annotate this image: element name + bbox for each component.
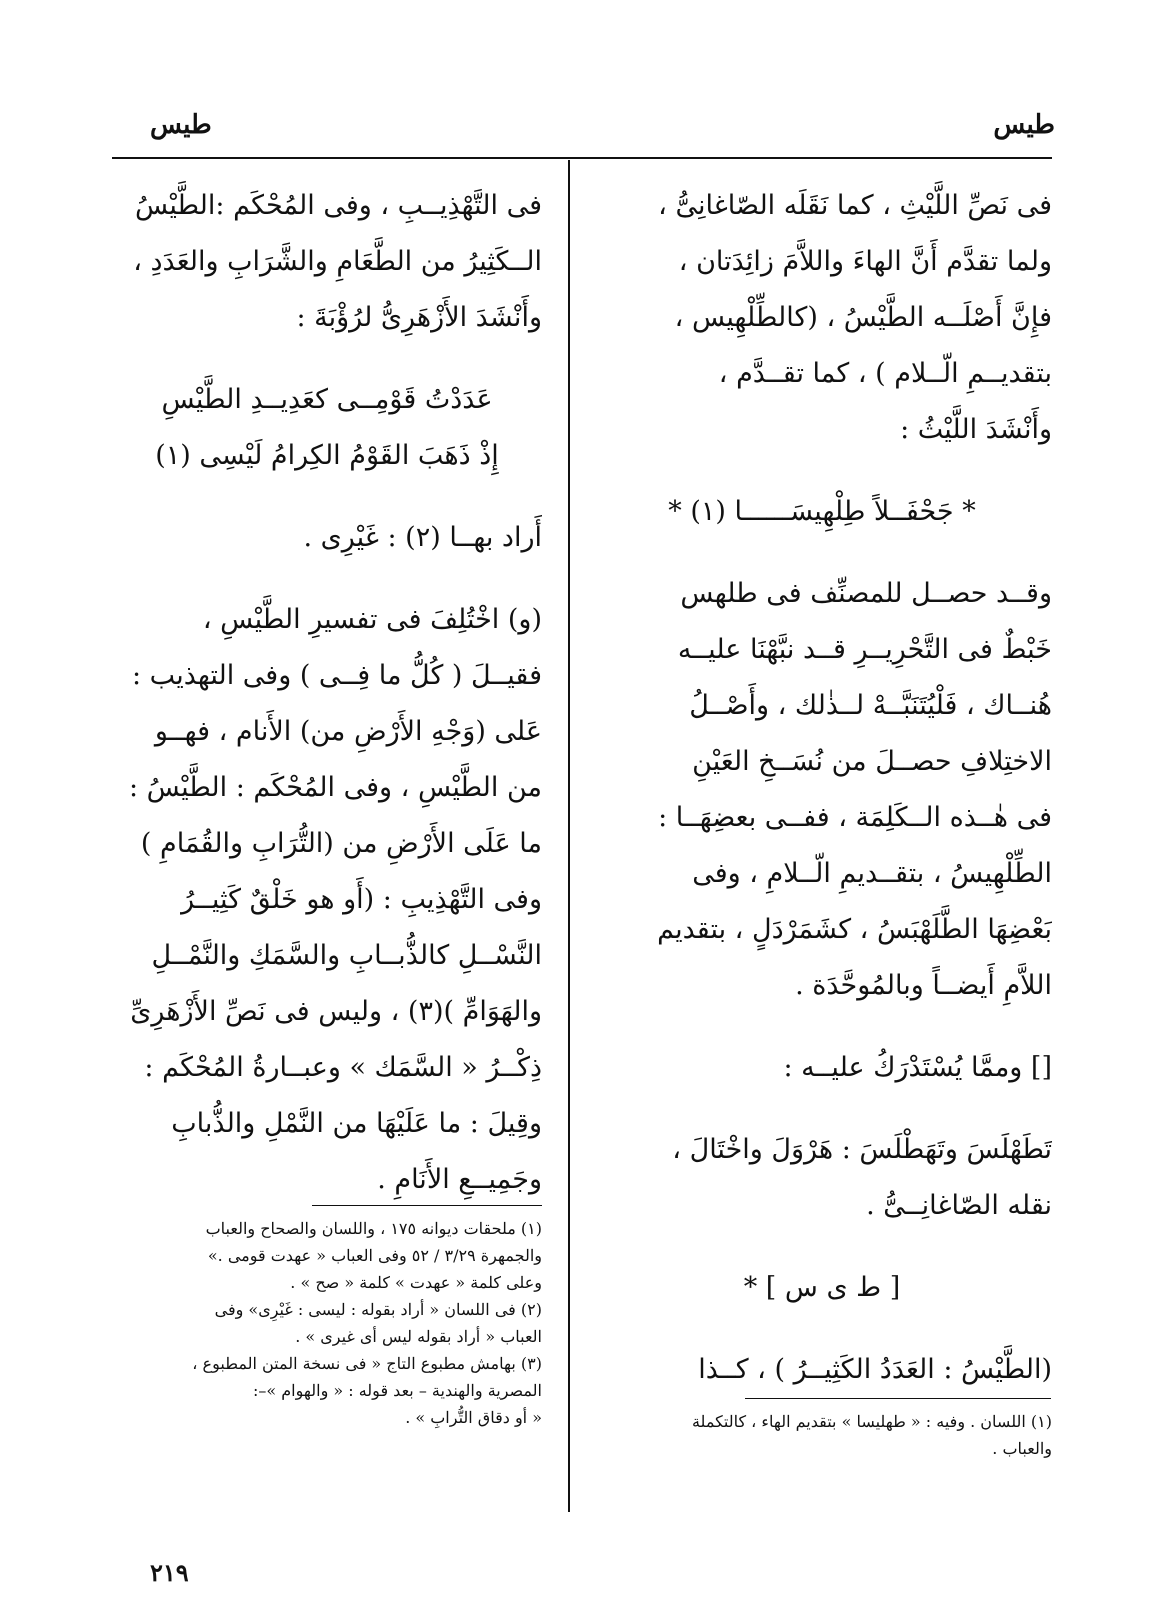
left-column [112, 178, 542, 1208]
text-line: الــكَثِيرُ من الطَّعَامِ والشَّرَابِ والعَدَدِ ، [133, 246, 542, 277]
footnote-line: العباب « أراد بقوله ليس أى غيرى » . [295, 1327, 542, 1346]
footnote-rule-left [312, 1205, 542, 1206]
text-line: فقيــلَ ( كُلُّ ما فِــى ) وفى التهذيب : [132, 660, 542, 691]
text-line: الطِّلْهِيسُ ، بتقــديمِ الّــلامِ ، وفى [692, 858, 1052, 889]
text-line: وقــد حصــل للمصنِّف فى طلهس [680, 578, 1052, 609]
footnote-line: (١) اللسان . وفيه : « طهليسا » بتقديم الهاء ، كالتكملة [691, 1412, 1052, 1431]
verse-line: عَدَدْتُ قَوْمِــى كعَدِيــدِ الطَّيْسِ [161, 384, 493, 415]
text-line: ذِكْــرُ « السَّمَك » وعبــارةُ المُحْكَم : [144, 1052, 542, 1083]
footnote-line: وعلى كلمة « عهدت » كلمة « صح » . [290, 1273, 542, 1292]
footnote-line: (٣) بهامش مطبوع التاج « فى نسخة المتن المطبوع ، [192, 1354, 542, 1373]
page-number: ٢١٩ [150, 1558, 189, 1587]
verse-line: إِذْ ذَهَبَ القَوْمُ الكِرامُ لَيْسِى (١) [155, 440, 499, 471]
text-line: نقله الصّاغانِــىُّ . [866, 1190, 1052, 1221]
text-line: وأَنْشَدَ اللَّيْثُ : [900, 414, 1052, 445]
text-line: بَعْضِهَا الطَّلَهْبَسُ ، كشَمَرْدَلٍ ، بتقديم [657, 914, 1052, 945]
text-line: وجَمِيــعِ الأَنَامِ . [377, 1164, 542, 1195]
text-line: النَّسْــلِ كالذُّبــابِ والسَّمَكِ والنَّمْــلِ [151, 940, 542, 971]
verse-line: * جَحْفَــلاً طِلْهِيسَــــــا (١) * [668, 496, 976, 527]
text-line: ما عَلَى الأَرْضِ من (التُّرَابِ والقُمَامِ ) [140, 828, 542, 859]
footnote-line: (١) ملحقات ديوانه ١٧٥ ، واللسان والصحاح والعباب [205, 1219, 542, 1238]
footnote-line: والجمهرة ٣/٢٩ / ٥٢ وفى العباب « عهدت قومى .» [207, 1246, 542, 1265]
spacer [592, 1096, 1052, 1122]
entry-heading: [ ط ى س ] * [743, 1272, 901, 1303]
footnote-line: والعباب . [992, 1439, 1052, 1458]
footnote-line: (٢) فى اللسان « أراد بقوله : ليسى : غَيْرِى» وفى [214, 1300, 542, 1319]
running-headword-right: طيس [993, 110, 1055, 140]
footnotes-left [112, 1215, 542, 1431]
footnote-line: « أو دقاق التُّرابِ » . [405, 1408, 542, 1427]
text-line: أَراد بهــا (٢) : غَيْرِى . [303, 522, 542, 553]
text-line: من الطَّيْسِ ، وفى المُحْكَم : الطَّيْسُ : [129, 772, 542, 803]
text-line: فإِنَّ أَصْلَــه الطَّيْسُ ، (كالطِّلْهِيس ، [674, 302, 1052, 333]
text-line: وأَنْشَدَ الأَزْهَرِىُّ لرُؤْبَةَ : [296, 302, 542, 333]
text-line: ولما تقدَّم أَنَّ الهاءَ واللاَّمَ زائِدَتان ، [678, 246, 1052, 277]
text-line: فى هٰــذه الــكَلِمَة ، ففــى بعضِهَــا : [658, 802, 1052, 833]
text-line: عَلى (وَجْهِ الأَرْضِ من) الأَنام ، فهــو [154, 716, 542, 747]
text-line: [] وممَّا يُسْتَدْرَكُ عليــه : [783, 1052, 1052, 1083]
spacer [592, 540, 1052, 566]
text-line: هُنــاك ، فَلْيُتَنَبَّــهْ لــذٰلك ، وأَصْــلُ [689, 690, 1052, 721]
running-headword-left: طيس [150, 110, 212, 140]
text-line: والهَوَامِّ )(٣) ، وليس فى نَصِّ الأَزْهَرِىِّ [130, 996, 542, 1027]
text-line: بتقديــمِ الّــلام ) ، كما تقــدَّم ، [718, 358, 1052, 389]
spacer [112, 484, 542, 510]
spacer [592, 1316, 1052, 1342]
text-line: وقِيلَ : ما عَلَيْهَا من النَّمْلِ والذُّبابِ [171, 1108, 542, 1139]
text-line: فى التَّهْذِيــبِ ، وفى المُحْكَم :الطَّيْسُ [134, 190, 542, 221]
spacer [112, 346, 542, 372]
text-line: وفى التَّهْذِيبِ : (أَو هو خَلْقٌ كَثِيــرُ [181, 884, 542, 915]
text-line: (الطَّيْسُ : العَدَدُ الكَثِيــرُ ) ، كــذا [698, 1354, 1052, 1385]
text-line: خَبْطٌ فى التَّحْرِيــرِ قــد نبَّهْنَا عليــه [677, 634, 1052, 665]
column-divider [568, 160, 570, 1512]
text-line: تَطَهْلَسَ وتَهَطْلَسَ : هَرْوَلَ واخْتَالَ ، [672, 1134, 1052, 1165]
footnote-line: المصرية والهندية – بعد قوله : « والهوام »–: [252, 1381, 542, 1400]
footnotes-right [592, 1408, 1052, 1462]
spacer [592, 458, 1052, 484]
spacer [112, 566, 542, 592]
header-rule [112, 157, 1052, 159]
text-line: اللاَّمِ أَيضــاً وبالمُوحَّدَة . [795, 970, 1052, 1001]
text-line: (و) اخْتُلِفَ فى تفسيرِ الطَّيْسِ ، [202, 604, 542, 635]
spacer [592, 1014, 1052, 1040]
text-line: الاختِلافِ حصــلَ من نُسَــخِ العَيْنِ [692, 746, 1052, 777]
text-line: فى نَصِّ اللَّيْثِ ، كما نَقَلَه الصّاغانِىُّ ، [658, 190, 1052, 221]
right-column [592, 178, 1052, 1398]
spacer [592, 1234, 1052, 1260]
footnote-rule-right [745, 1398, 1051, 1399]
